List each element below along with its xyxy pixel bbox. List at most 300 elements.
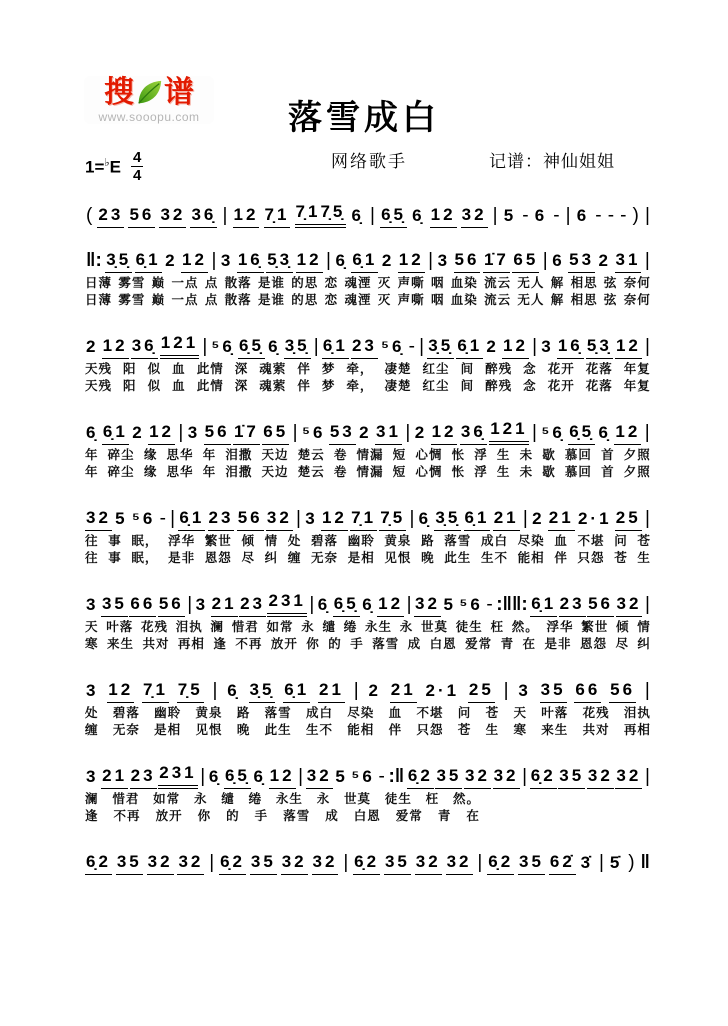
notation-system [85,501,651,565]
note-token: 3 [195,594,209,614]
note-token: 6̣ [418,508,432,528]
notation-line [85,759,651,789]
lyric-word: 生 [637,551,651,565]
lyric-word: 咽 [430,276,445,290]
lyric-word: 心惆 [415,465,443,479]
note-token: 12 [269,766,296,789]
note-token: 3 [437,250,451,270]
lyric-word: 情漏 [356,448,384,462]
lyric-word: 处 [85,706,99,720]
note-token: 35 [540,680,567,703]
barline: | [644,508,650,530]
note-token: 3̣5̣ [434,508,461,531]
lyric-word: 问 [457,706,472,720]
lyric-word: 声嘶 [397,293,425,307]
lyric-word: 浮华 [168,534,196,548]
lyric-word: 巅 [151,293,166,307]
barline: | [212,680,218,702]
lyric-word: 路 [421,534,435,548]
note-token: 6̣ [335,250,348,270]
lyric-word: 未 [519,465,534,479]
note-token: 6̣ [598,422,611,442]
note-token: 66 [574,680,601,703]
lyric-word: 泪执 [623,706,651,720]
barline: ) [628,852,635,874]
score [85,198,651,897]
barline: | [477,852,483,874]
note-token: 3̣5̣ [105,250,132,273]
lyric-word: 的 [328,637,342,651]
lyric-word: 念 [523,379,537,393]
lyric-word: 永 [193,792,208,806]
note-token: 32 [493,766,520,789]
lyric-word: 来生 [541,723,569,737]
notation-line [85,243,651,273]
lyric-word: 见恨 [195,723,223,737]
lyric-word: 无奈 [112,723,140,737]
lyric-word: 苍 [485,706,500,720]
notation-line [85,415,651,445]
note-token: 1̇7 [483,250,510,273]
lyric-word: 无人 [517,293,545,307]
note-token: 6̣2 [353,852,380,875]
notation-line [85,673,651,703]
brand-char-right: 谱 [164,76,194,109]
lyric-word: 缠 [85,723,99,737]
notation-system [85,673,651,737]
notation-system [85,845,651,875]
lyric-word: 繁世 [581,620,609,634]
lyric-word: 浮 [474,448,488,462]
lyric-word: 浮 [474,465,488,479]
note-token: 32 [616,594,643,617]
note-token: 23 [208,508,235,531]
lyric-word: 红尘 [422,362,450,376]
lyric-word: 年复 [623,362,651,376]
lyric-word: 醉残 [485,362,513,376]
barline: | [170,508,176,530]
lyric-word: 魂湮 [344,293,372,307]
barline: | [353,680,359,702]
barline: | [644,766,650,788]
lyric-word: 短 [392,448,407,462]
note-token: ⁵6̣ [541,422,565,442]
note-token: 6 [576,205,590,225]
lyric-word: 在 [466,809,480,823]
lyric-word: 弦 [603,276,618,290]
dash-token: - [620,205,627,227]
note-token: 23 [239,594,266,617]
lyric-word: 似 [147,362,162,376]
note-token: 5 [335,766,348,786]
notation-system [85,198,651,228]
note-token: 35 [435,766,462,789]
lyric-word: 此情 [196,362,224,376]
note-token: 3 [86,680,99,700]
note-token: 12 [377,594,404,617]
lyric-word: 然。 [511,620,539,634]
note-token: 1̇7 [233,422,260,445]
note-token: 6̣1 [464,508,491,531]
artist-name: 网络歌手 [331,152,407,171]
lyric-word: 流云 [484,293,512,307]
lyric-word: 泪撒 [225,465,253,479]
note-token: 6̣1 [135,250,162,273]
note-token: 6̣5̣ [333,594,360,617]
note-token: 6̣ [412,205,425,225]
lyric-word: 来生 [106,637,134,651]
note-token: 5 [115,508,128,528]
time-signature: 4 4 [132,149,142,184]
lyric-word: 问 [614,534,628,548]
note-token: 5 [443,594,456,614]
note-token: 6̣ [317,594,331,614]
lyric-word: 卷 [333,465,348,479]
lyric-word: 你 [197,809,212,823]
lyric-word: 奈何 [623,293,651,307]
note-token: 35 [384,852,411,875]
note-token: 31 [615,250,642,273]
lyric-word: 缠 [287,551,302,565]
lyric-word: 青 [437,809,452,823]
note-token: 2·1 [577,508,612,528]
note-token: 12 [502,336,529,359]
note-token: 32 [147,852,174,875]
note-token: 121 [160,333,199,359]
note-token: 35 [250,852,277,875]
lyric-word: 生 [496,448,511,462]
lyric-word: 事 [108,551,122,565]
note-token: 7̣1 [350,508,377,531]
lyric-word: 首 [601,465,615,479]
note-token: 21 [211,594,238,617]
lyric-word: 天残 [85,362,113,376]
lyric-word: 思华 [166,448,194,462]
note-token: 21 [493,508,520,531]
lyric-word: 碧落 [311,534,339,548]
lyric-word: 碎尘 [107,448,135,462]
dash-token: - [159,508,166,530]
note-token: 6̣5̣ [224,766,251,789]
note-token: 62̇ [549,852,576,875]
lyric-word: 只怨 [577,551,605,565]
lyric-word: 间 [460,362,475,376]
lyric-word: 永 [301,620,315,634]
key-text: 1=♭E [85,156,121,177]
note-token: 56 [609,680,636,703]
lyric-word: 梦 [321,379,336,393]
barline: | [542,250,548,272]
note-token: 6̣1 [351,250,378,273]
note-token: 6̣1 [102,422,129,445]
lyric-word: 成白 [480,534,508,548]
note-token: 3̇ [580,852,594,872]
dash-token: - [553,205,560,227]
barline: | [428,250,434,272]
lyric-word: 落雪 [283,809,311,823]
note-token: 56 [454,250,481,273]
note-token: 16̣ [237,250,264,273]
note-token: 2 [165,250,178,270]
note-token: 3̣5̣ [284,336,311,359]
lyric-word: 爱常 [465,637,493,651]
dash-token: - [408,336,415,358]
notation-system [85,587,651,651]
lyric-word: 是非 [168,551,196,565]
barline: | [419,336,425,358]
note-token: 2 [359,422,372,442]
notation-system [85,415,651,479]
note-token: 7̣1 [264,205,291,228]
note-token: 32 [85,508,112,531]
note-token: 6̣1 [178,508,205,531]
lyric-word: 只怨 [416,723,444,737]
lyric-word: 成 [407,637,422,651]
note-token: 21 [318,680,345,703]
lyric-word: 苍 [637,534,651,548]
lyric-word: 伴 [297,379,311,393]
lyric-line [85,359,651,376]
lyric-word: 共对 [142,637,170,651]
lyric-word: 醉残 [485,379,513,393]
barline: | [370,205,375,227]
notation-line [85,501,651,531]
note-token: 12 [102,336,129,359]
lyric-word: 点 [204,293,219,307]
lyric-word: 天边 [261,465,289,479]
dash-token: - [486,594,493,616]
note-token: 25 [468,680,495,703]
lyric-word: 无人 [517,276,545,290]
lyric-word: 天边 [261,448,289,462]
note-token: 32 [281,852,308,875]
note-token: 2 [381,250,395,270]
barline: | [503,680,509,702]
barline: | [202,336,208,358]
notation-line [85,587,651,617]
note-token: 56 [204,422,231,445]
note-token: 7̣1 [142,680,169,703]
dash-token: - [378,766,385,788]
lyric-word: 惜君 [231,620,259,634]
note-token: 7̣5 [177,680,204,703]
lyric-line [85,548,651,565]
lyric-word: 生 [496,465,511,479]
barline: | [298,766,304,788]
lyric-word: 天残 [85,379,113,393]
barline: | [522,508,528,530]
lyric-word: 魂湮 [344,276,372,290]
lyric-word: 念 [523,362,537,376]
lyric-word: 花开 [547,362,575,376]
note-token: 56 [237,508,264,531]
note-token: 66 [129,594,156,617]
lyric-word: 澜 [85,792,99,806]
note-token: 5̇ [609,852,623,872]
lyric-word: 青 [500,637,515,651]
lyric-word: 是相 [347,551,375,565]
note-token: ⁵6̣ [211,336,235,356]
barline: | [178,422,184,444]
lyric-line [85,462,651,479]
note-token: 231 [267,591,306,617]
lyric-word: 落雪 [444,534,472,548]
lyric-word: 白恩 [429,637,457,651]
note-token: 2 [132,422,145,442]
lyric-word: 手 [254,809,269,823]
lyric-word: 爱常 [395,809,423,823]
note-token: 6̣ [351,205,364,225]
lyric-word: 世莫 [421,620,449,634]
lyric-word: 在 [522,637,537,651]
lyric-word: 黄泉 [384,534,412,548]
lyric-word: 日薄 [85,276,113,290]
lyric-word: 歇 [542,465,556,479]
lyric-word: 年复 [623,379,651,393]
lyric-word: 血 [172,379,186,393]
lyric-word: 间 [460,379,475,393]
note-token: 6̣2 [487,852,514,875]
lyric-word: 枉 [490,620,505,634]
barline: | [211,250,217,272]
lyric-line [85,634,651,651]
lyric-word: 是非 [544,637,572,651]
note-token: 12 [321,508,348,531]
lyric-word: 能相 [347,723,375,737]
note-token: 2 [532,508,545,528]
lyric-word: 不堪 [577,534,605,548]
lyric-word: 魂萦 [259,362,287,376]
note-token: 6̣ [268,336,281,356]
lyric-word: 血 [388,706,403,720]
lyric-word: 此生 [264,723,292,737]
lyric-word: 成 [325,809,339,823]
lyric-word: 的思 [291,276,319,290]
lyric-word: 相思 [570,276,598,290]
lyric-line [85,806,480,823]
lyric-word: 晚 [421,551,435,565]
lyric-line [85,445,651,462]
note-token: 6̣ [227,680,240,700]
barline: | [644,594,650,616]
lyric-word: 往 [85,551,99,565]
lyric-word: 天 [513,706,527,720]
lyric-word: 的 [226,809,240,823]
barline: | [522,766,528,788]
lyric-word: 不堪 [416,706,444,720]
note-token: 3 [220,250,234,270]
note-token: 56 [128,205,155,228]
lyric-word: 纠 [264,551,279,565]
note-token: 6̣2 [85,852,112,875]
note-token: 6 [552,250,565,270]
lyric-word: 花开 [547,379,575,393]
barline: | [209,852,215,874]
note-token: 6̣2 [219,852,246,875]
lyric-word: 一点 [171,276,199,290]
note-token: 53 [568,250,595,273]
lyric-word: 阳 [123,379,137,393]
note-token: 6̣5̣ [568,422,595,445]
lyric-line [85,290,651,307]
lyric-word: 声嘶 [397,276,425,290]
lyric-word: 惜君 [112,792,140,806]
lyric-line [85,789,480,806]
lyric-word: 雾雪 [118,293,146,307]
note-token: 56 [587,594,614,617]
lyric-word: 手 [350,637,364,651]
lyric-word: 倾 [241,534,255,548]
lyric-word: 碎尘 [107,465,135,479]
lyric-word: 成白 [305,706,333,720]
note-token: 31 [375,422,402,445]
lyric-word: 是谁 [257,293,285,307]
lyric-word: 放开 [270,637,298,651]
lyric-word: 生不 [305,723,333,737]
lyric-word: 阳 [123,362,137,376]
note-token: 2·1 [425,680,460,700]
transcriber-credit: 记谱：神仙姐姐 [489,152,615,171]
lyric-word: 寒 [85,637,99,651]
lyric-word: 怅 [451,465,466,479]
lyric-word: 永 [316,792,331,806]
lyric-word: 灭 [377,276,392,290]
note-token: 5̣3̣ [266,250,293,273]
lyric-word: 能相 [517,551,545,565]
lyric-word: 如常 [153,792,181,806]
note-token: 16̣ [557,336,584,359]
lyric-word: 澜 [210,620,225,634]
lyric-word: 无奈 [311,551,339,565]
note-token: 12 [233,205,260,228]
lyric-word: 苍 [457,723,472,737]
barline: | [326,250,331,272]
note-token: 32 [266,508,293,531]
barline: | [644,680,650,702]
note-token: 21 [101,766,128,789]
lyric-word: 叶落 [541,706,569,720]
barline: | [313,336,319,358]
lyric-word: 解 [550,293,565,307]
lyric-line [85,617,651,634]
lyric-word: 相思 [570,293,598,307]
lyric-word: 枉 [425,792,440,806]
lyric-word: 晚 [236,723,251,737]
lyric-word: 首 [601,448,615,462]
notation-system [85,243,651,307]
lyric-word: 绻 [343,620,358,634]
note-token: 12 [296,250,323,273]
note-token: 32 [159,205,186,228]
lyric-word: 落雪 [264,706,292,720]
lyric-word: 凄楚 [384,379,412,393]
note-token: 23 [97,205,124,228]
barline: | [492,205,498,227]
lyric-word: 情 [264,534,279,548]
site-url[interactable]: www.sooopu.com [98,110,200,124]
repeat-barline: ‖ [640,852,650,874]
lyric-line [85,273,651,290]
lyric-word: 生不 [480,551,508,565]
barline: | [200,766,206,788]
note-token: 7̣5 [379,508,406,531]
note-token: 6 [534,205,548,225]
lyric-word: 灭 [377,293,392,307]
lyric-word: 心惆 [415,448,443,462]
note-token: 3̣5̣ [427,336,454,359]
note-token: 6̣ [253,766,266,786]
lyric-word: 思华 [166,465,194,479]
